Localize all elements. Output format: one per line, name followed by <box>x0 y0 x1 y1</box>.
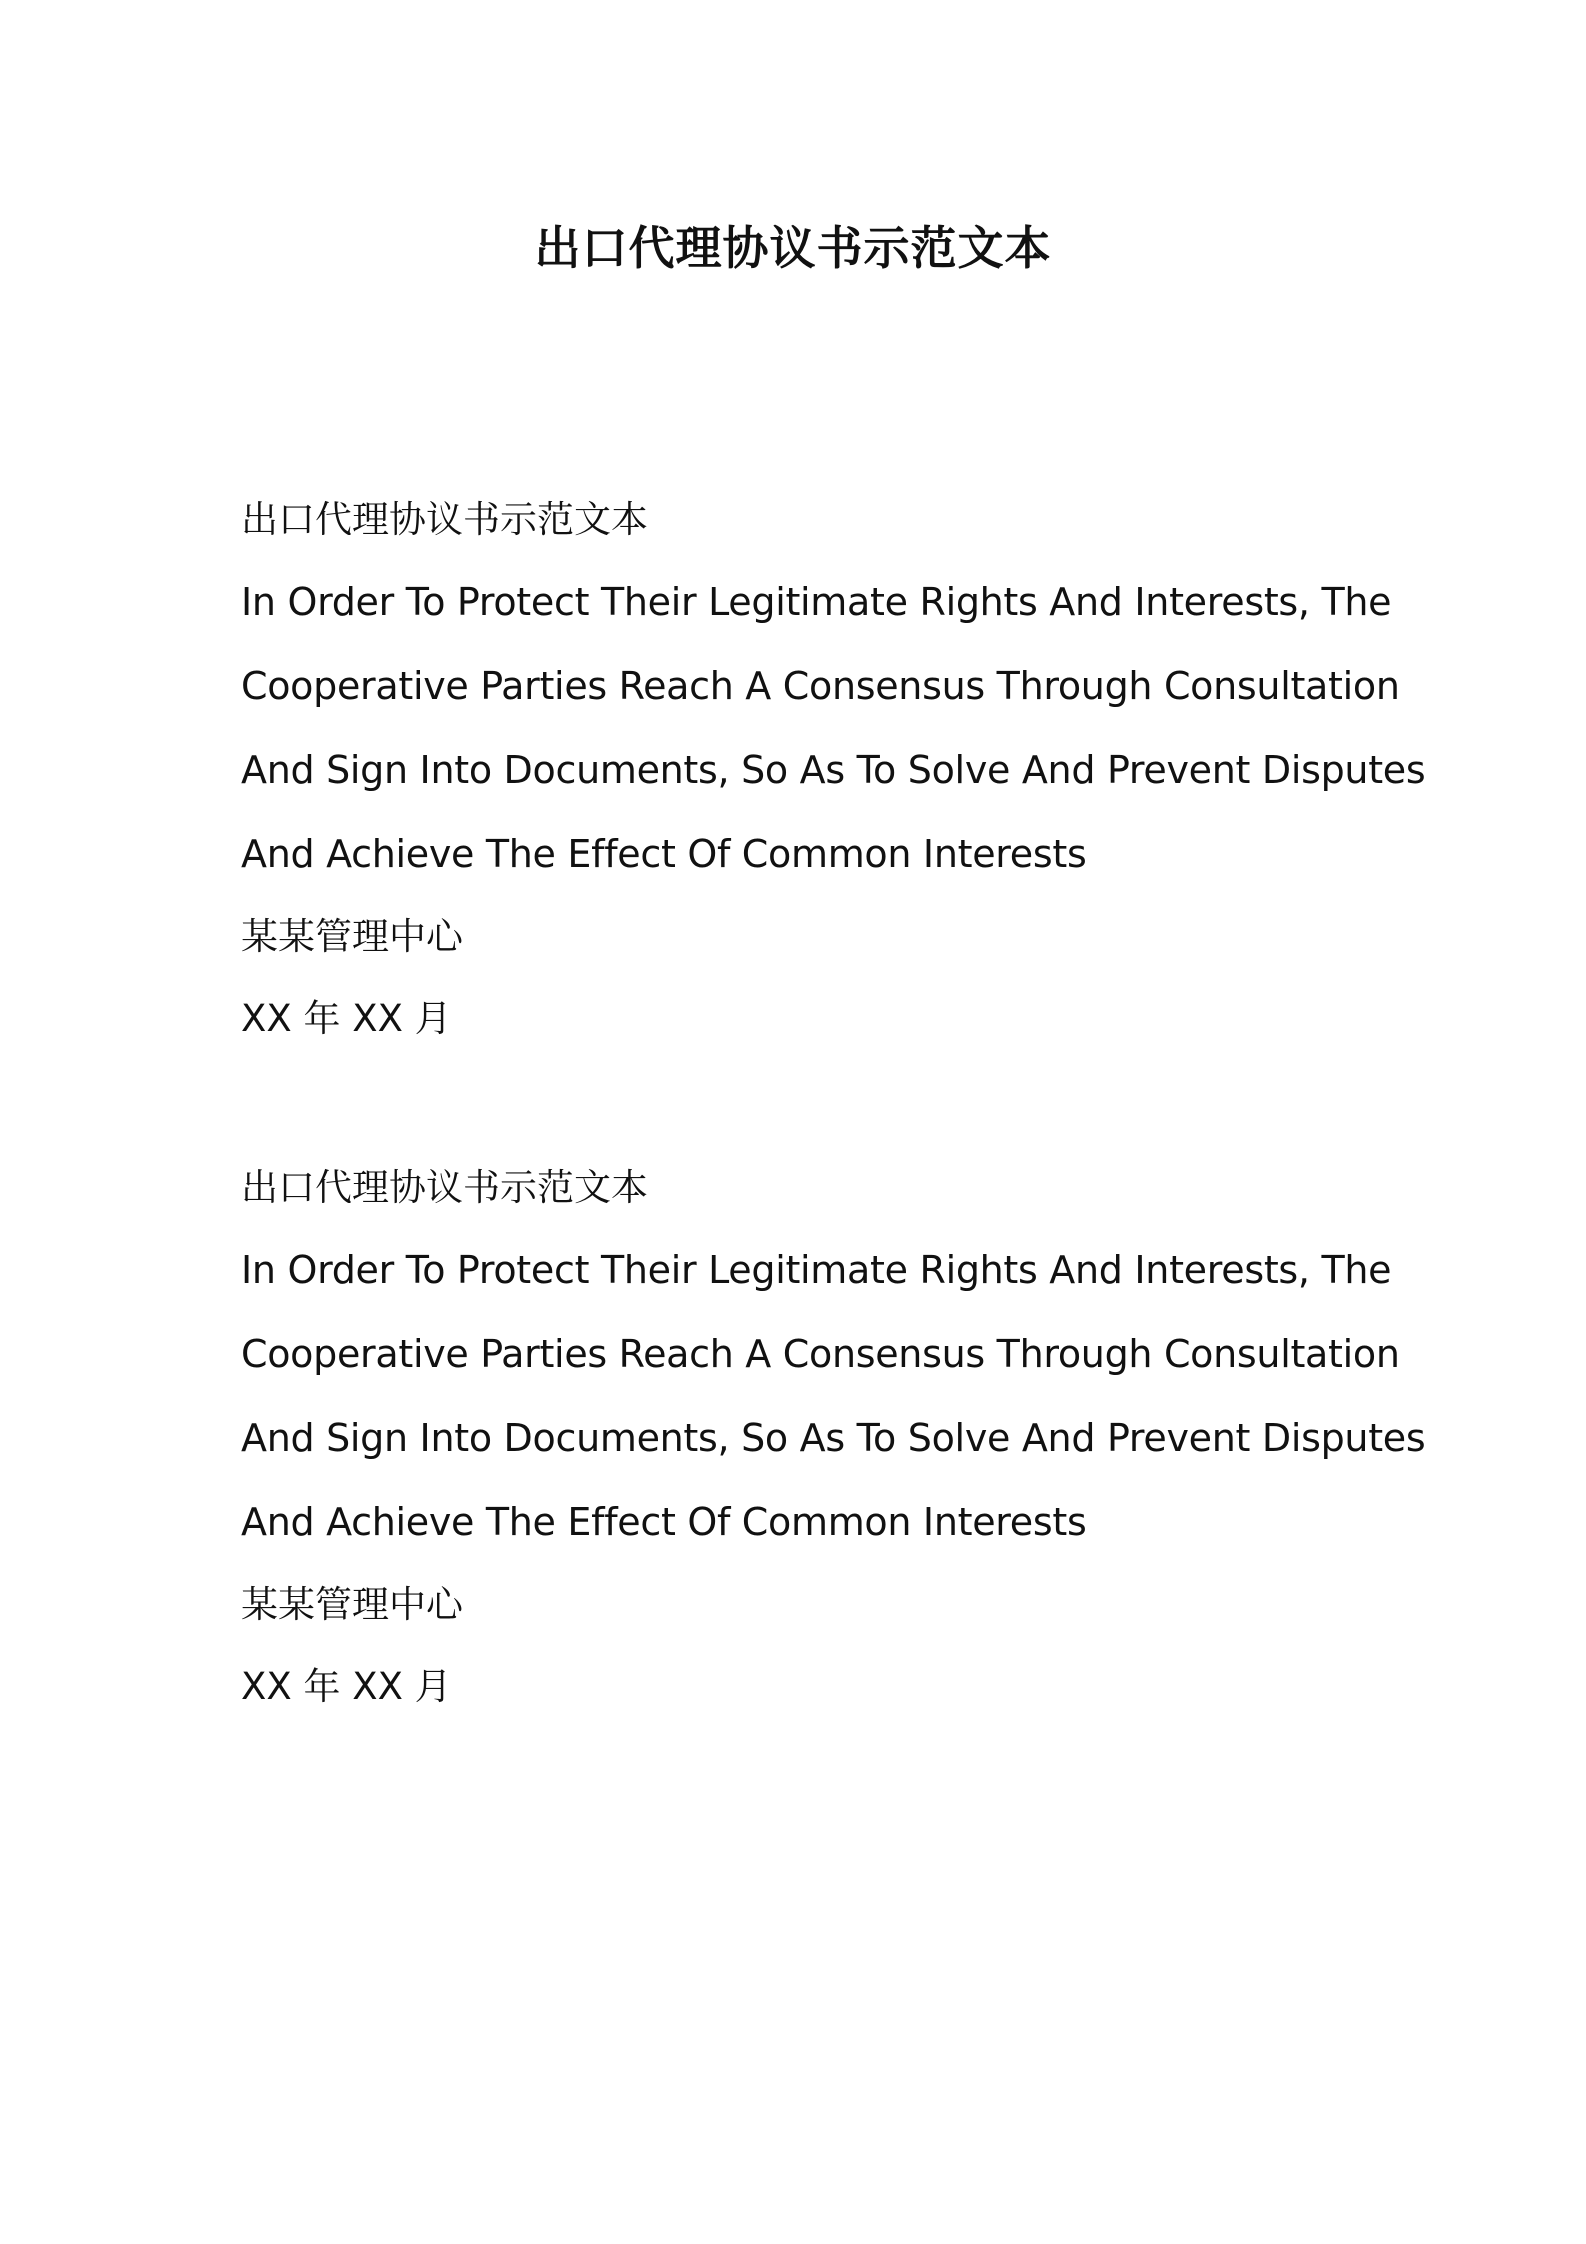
body-line-2: Cooperative Parties Reach A Consensus Through Consultation <box>241 664 1400 708</box>
block-heading: 出口代理协议书示范文本 <box>241 1166 648 1209</box>
body-line-1: In Order To Protect Their Legitimate Rights And Interests, The <box>241 580 1392 624</box>
body-line-3: And Sign Into Documents, So As To Solve And Prevent Disputes <box>241 748 1426 792</box>
agreement-block-1 <box>241 480 1426 1060</box>
date-line: XX 年 XX 月 <box>241 1665 452 1708</box>
body-line-3: And Sign Into Documents, So As To Solve And Prevent Disputes <box>241 1416 1426 1460</box>
body-line-1: In Order To Protect Their Legitimate Rights And Interests, The <box>241 1248 1392 1292</box>
organization-name: 某某管理中心 <box>241 915 463 958</box>
body-line-2: Cooperative Parties Reach A Consensus Through Consultation <box>241 1332 1400 1376</box>
block-heading: 出口代理协议书示范文本 <box>241 498 648 541</box>
agreement-block-2 <box>241 1148 1426 1728</box>
date-line: XX 年 XX 月 <box>241 997 452 1040</box>
body-line-4: And Achieve The Effect Of Common Interests <box>241 1500 1087 1544</box>
organization-name: 某某管理中心 <box>241 1583 463 1626</box>
document-title: 出口代理协议书示范文本 <box>534 221 1052 275</box>
body-line-4: And Achieve The Effect Of Common Interests <box>241 832 1087 876</box>
